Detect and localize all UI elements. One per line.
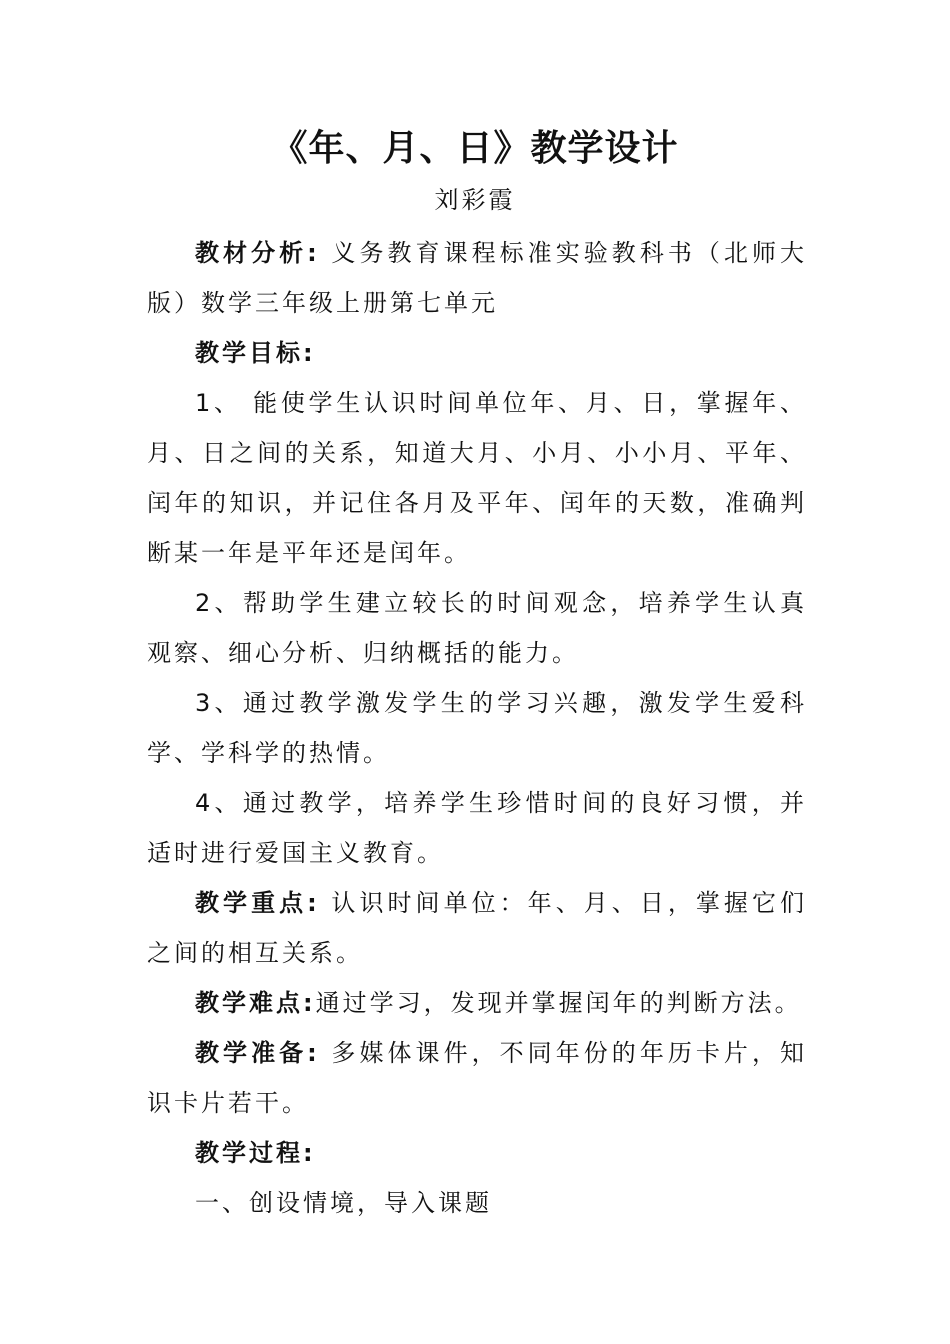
objective-item-3: 3、通过教学激发学生的学习兴趣，激发学生爱科学、学科学的热情。 [147, 689, 807, 767]
preparation-paragraph [147, 1028, 807, 1128]
document-body [147, 228, 807, 1228]
analysis-label: 教材分析: [195, 239, 320, 267]
process-heading [147, 1128, 807, 1178]
preparation-text: 多媒体课件，不同年份的年历卡片，知识卡片若干。 [147, 1039, 807, 1117]
document-author: 刘彩霞 [434, 186, 516, 214]
process-label: 教学过程: [195, 1139, 316, 1167]
objective-item-2: 2、帮助学生建立较长的时间观念，培养学生认真观察、细心分析、归纳概括的能力。 [147, 589, 807, 667]
analysis-paragraph [147, 228, 807, 328]
process-step-1: 一、创设情境，导入课题 [195, 1189, 492, 1217]
key-points-paragraph [147, 878, 807, 978]
key-points-label: 教学重点: [195, 889, 320, 917]
difficulties-text: 通过学习，发现并掌握闰年的判断方法。 [315, 989, 802, 1017]
analysis-text: 义务教育课程标准实验教科书（北师大版）数学三年级上册第七单元 [147, 239, 807, 317]
objectives-label: 教学目标: [195, 339, 316, 367]
objective-item-1: 1、 能使学生认识时间单位年、月、日，掌握年、月、日之间的关系，知道大月、小月、小小月、平年、闰年的知识，并记住各月及平年、闰年的天数，准确判断某一年是平年还是闰年。 [147, 389, 807, 567]
difficulties-paragraph [147, 978, 807, 1028]
objectives-heading [147, 328, 807, 378]
objective-item-4: 4、通过教学，培养学生珍惜时间的良好习惯，并适时进行爱国主义教育。 [147, 789, 807, 867]
preparation-label: 教学准备: [195, 1039, 320, 1067]
document-title: 《年、月、日》教学设计 [271, 128, 679, 169]
difficulties-label: 教学难点: [195, 989, 316, 1017]
key-points-text: 认识时间单位：年、月、日，掌握它们之间的相互关系。 [147, 889, 807, 967]
